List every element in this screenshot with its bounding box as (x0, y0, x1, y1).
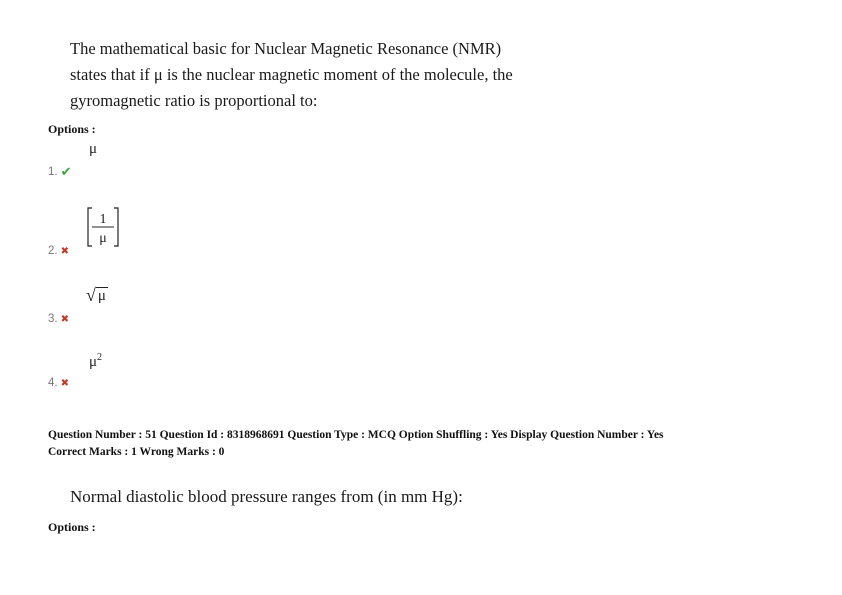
bracket-fraction (86, 206, 120, 248)
option-1-formula: μ (89, 141, 98, 157)
option-1[interactable] (48, 164, 72, 180)
option-2-formula (86, 206, 120, 253)
cross-icon: ✖ (60, 313, 69, 325)
radical-sign: √ (86, 285, 96, 305)
question-51-text: Normal diastolic blood pressure ranges from (in mm Hg): (70, 487, 463, 506)
radicand: μ (97, 288, 106, 304)
fraction-denominator: μ (99, 231, 107, 246)
option-number: 2. (48, 245, 58, 257)
option-3-formula (86, 286, 108, 304)
option-2[interactable] (48, 245, 69, 257)
option-3[interactable] (48, 313, 69, 325)
question-line: The mathematical basic for Nuclear Magnetic Resonance (NMR) (70, 39, 502, 58)
question-marks: Correct Marks : 1 Wrong Marks : 0 (48, 446, 225, 458)
option-4-formula (89, 352, 102, 371)
option-number: 1. (48, 166, 58, 178)
check-icon: ✔ (60, 164, 72, 179)
cross-icon: ✖ (60, 245, 69, 257)
fraction-numerator: 1 (99, 212, 107, 227)
cross-icon: ✖ (60, 377, 69, 389)
question-meta: Question Number : 51 Question Id : 8318968691 Question Type : MCQ Option Shuffling : Yes Display Question Number : Yes (48, 429, 664, 441)
power-exponent: 2 (97, 352, 103, 363)
power-base: μ (89, 354, 98, 370)
option-4[interactable] (48, 377, 69, 389)
question-line: gyromagnetic ratio is proportional to: (70, 91, 318, 110)
question-line: states that if μ is the nuclear magnetic moment of the molecule, the (70, 65, 513, 84)
question-text (70, 36, 630, 114)
option-number: 4. (48, 377, 58, 389)
option-number: 3. (48, 313, 58, 325)
options-label: Options : (48, 122, 96, 136)
options-label: Options : (48, 520, 96, 534)
